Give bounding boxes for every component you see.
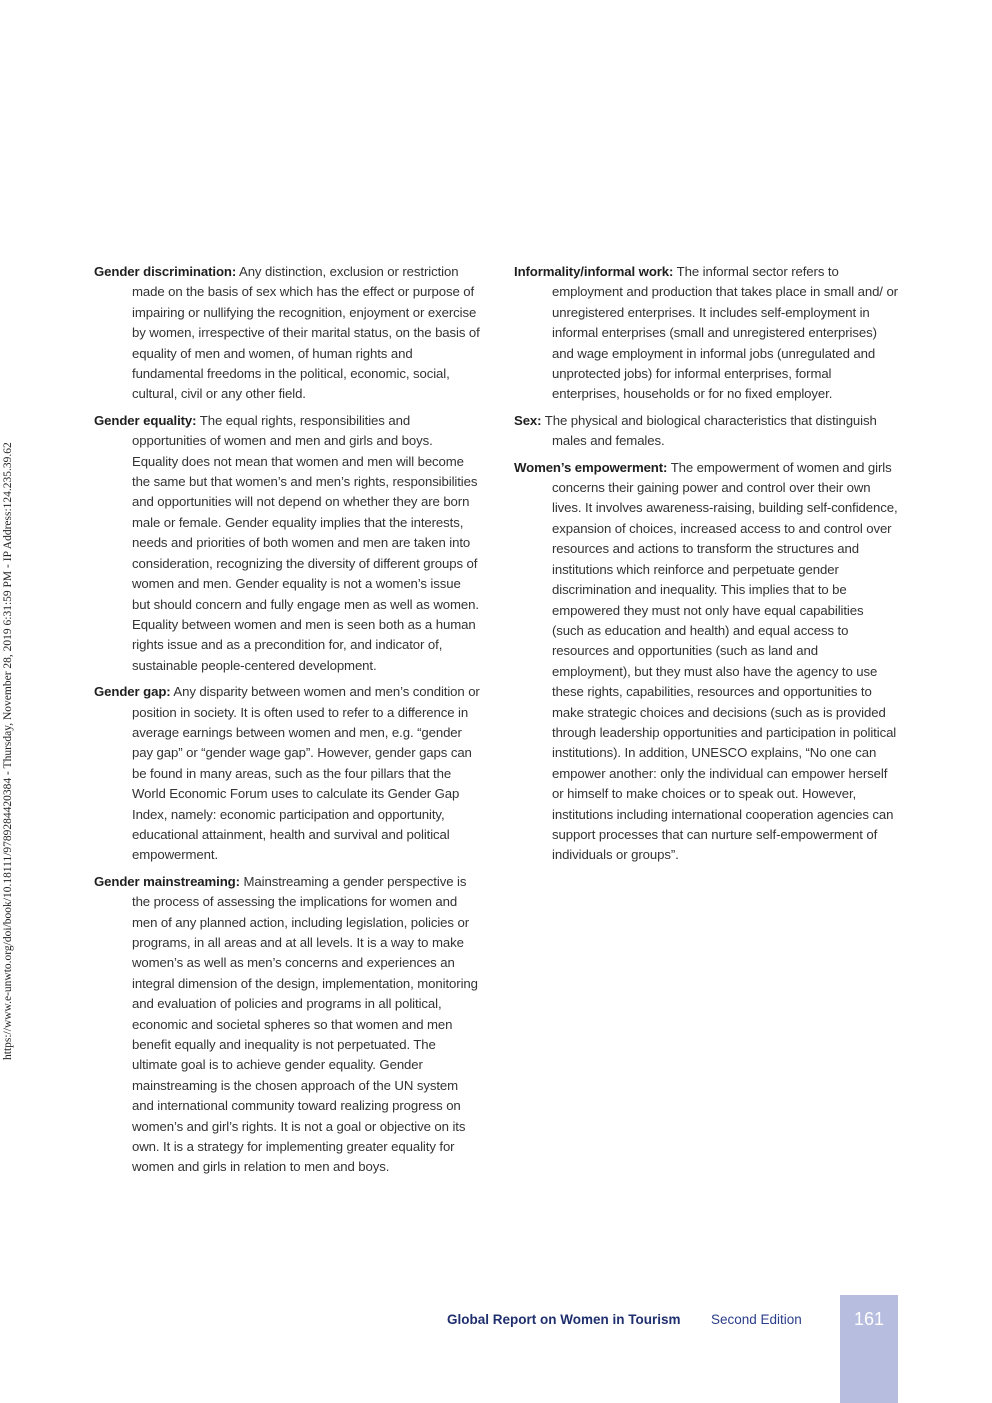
entry-term: Women’s empowerment: xyxy=(514,459,668,475)
watermark-text: https://www.e-unwto.org/doi/book/10.18111/9789284420384 - Thursday, November 28, 2019 6:31:59 PM - IP Address:124.235.39.62 xyxy=(2,442,14,1060)
footer-report-title: Global Report on Women in Tourism xyxy=(447,1312,681,1327)
right-column xyxy=(514,262,898,872)
glossary-entry xyxy=(514,262,898,405)
left-column xyxy=(94,262,480,1184)
glossary-entry xyxy=(514,458,898,866)
glossary-entry xyxy=(514,411,898,452)
glossary-entry xyxy=(94,411,480,676)
entry-definition: Any distinction, exclusion or restriction made on the basis of sex which has the effect or purpose of impairing or nullifying the recognition, enjoyment or exercise by women, irrespective of their marital status, on the basis of equality of men and women, of human rights and fundamental freedoms in the political, economic, social, cultural, civil or any other field. xyxy=(132,264,480,402)
entry-definition: The physical and biological characteristics that distinguish males and females. xyxy=(544,412,877,449)
entry-definition: The informal sector refers to employment and production that takes place in small and/ or unregistered enterprises. It includes self-employment in informal enterprises (small and unregistered enterprises) and wage employment in informal jobs (unregulated and unprotected jobs) for informal enterprises, formal enterprises, households or for no fixed employer. xyxy=(552,264,898,402)
page-number: 161 xyxy=(853,1309,885,1329)
glossary-entry xyxy=(94,682,480,866)
entry-term: Gender mainstreaming: xyxy=(94,873,240,889)
page-number-box xyxy=(840,1295,898,1403)
glossary-entry xyxy=(94,872,480,1178)
entry-term: Sex: xyxy=(514,412,542,428)
entry-definition: The empowerment of women and girls concerns their gaining power and control over their own lives. It involves awareness-raising, building self-confidence, expansion of choices, increased access to and control over resources and actions to transform the structures and institutions which reinforce and perpetuate gender discrimination and inequality. This implies that to be empowered they must not only have equal capabilities (such as education and health) and equal access to resources and opportunities (such as land and employment), but they must also have the agency to use these rights, capabilities, resources and opportunities to make strategic choices and decisions (such as is provided through leadership opportunities and participation in political institutions). In addition, UNESCO explains, “No one can empower another: only the individual can empower herself or himself to make choices or to speak out. However, institutions including international cooperation agencies can support processes that can nurture self-empowerment of individuals or groups”. xyxy=(552,459,898,863)
entry-term: Gender equality: xyxy=(94,412,197,428)
entry-term: Gender gap: xyxy=(94,684,171,700)
entry-definition: The equal rights, responsibilities and opportunities of women and men and girls and boys. Equality does not mean that women and men will become the same but that women’s and men’s rights, responsibilities and opportunities will not depend on whether they are born male or female. Gender equality implies that the interests, needs and priorities of both women and men are taken into consideration, recognizing the diversity of different groups of women and men. Gender equality is not a women’s issue but should concern and fully engage men as well as women. Equality between women and men is seen both as a human rights issue and as a precondition for, and indicator of, sustainable people-centered development. xyxy=(132,412,479,673)
entry-definition: Any disparity between women and men’s condition or position in society. It is often used to refer to a difference in average earnings between women and men, e.g. “gender pay gap” or “gender wage gap”. However, gender gaps can be found in many areas, such as the four pillars that the World Economic Forum uses to calculate its Gender Gap Index, namely: economic participation and opportunity, educational attainment, health and survival and political empowerment. xyxy=(132,684,480,863)
footer-edition: Second Edition xyxy=(711,1312,802,1327)
glossary-entry xyxy=(94,262,480,405)
side-watermark xyxy=(0,340,20,1060)
entry-term: Informality/informal work: xyxy=(514,264,674,279)
entry-definition: Mainstreaming a gender perspective is the process of assessing the implications for women and men of any planned action, including legislation, policies or programs, in all areas and at all levels. It is a way to make women’s as well as men’s concerns and experiences an integral dimension of the design, implementation, monitoring and evaluation of policies and programs in all political, economic and societal spheres so that women and men benefit equally and inequality is not perpetuated. The ultimate goal is to achieve gender equality. Gender mainstreaming is the chosen approach of the UN system and international community toward realizing progress on women’s and girl’s rights. It is not a goal or objective on its own. It is a strategy for implementing greater equality for women and girls in relation to men and boys. xyxy=(132,873,478,1175)
entry-term: Gender discrimination: xyxy=(94,264,237,279)
